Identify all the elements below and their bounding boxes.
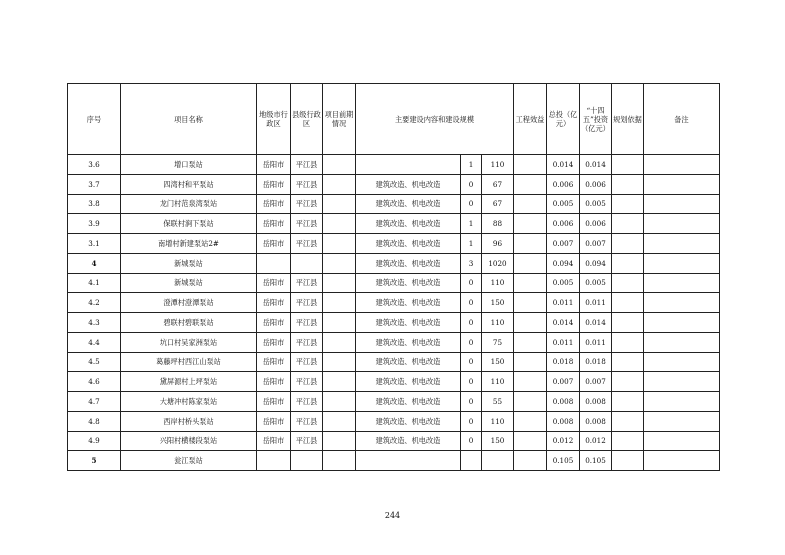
table-row — [68, 332, 720, 352]
cell-remark — [644, 214, 720, 234]
header-content: 主要建设内容和建设规模 — [356, 84, 514, 155]
cell-county: 平江县 — [291, 352, 323, 372]
cell-name: 黛屏源村上坪泵站 — [121, 372, 257, 392]
cell-basis — [612, 352, 644, 372]
header-basis: 规划依据 — [612, 84, 644, 155]
cell-basis — [612, 451, 644, 471]
cell-basis — [612, 411, 644, 431]
cell-name: 澄潭村澄潭泵站 — [121, 293, 257, 313]
cell-basis — [612, 214, 644, 234]
cell-content: 建筑改造、机电改造 — [356, 273, 461, 293]
cell-total: 0.006 — [547, 214, 580, 234]
cell-remark — [644, 372, 720, 392]
cell-benefit — [514, 352, 547, 372]
cell-seq: 4.6 — [68, 372, 121, 392]
cell-plan: 0.094 — [580, 253, 612, 273]
cell-name: 南增村新建泵站2# — [121, 234, 257, 254]
cell-benefit — [514, 214, 547, 234]
table-body — [68, 155, 720, 471]
cell-pre — [323, 332, 356, 352]
cell-total: 0.011 — [547, 332, 580, 352]
cell-pre — [323, 253, 356, 273]
cell-n: 1 — [461, 214, 482, 234]
cell-total: 0.005 — [547, 194, 580, 214]
cell-plan: 0.014 — [580, 155, 612, 175]
cell-county — [291, 253, 323, 273]
cell-plan: 0.008 — [580, 411, 612, 431]
header-county: 县级行政区 — [291, 84, 323, 155]
cell-city: 岳阳市 — [257, 214, 291, 234]
cell-remark — [644, 332, 720, 352]
cell-basis — [612, 372, 644, 392]
cell-q: 110 — [482, 313, 514, 333]
cell-content: 建筑改造、机电改造 — [356, 411, 461, 431]
cell-seq: 3.1 — [68, 234, 121, 254]
cell-seq: 5 — [68, 451, 121, 471]
cell-city: 岳阳市 — [257, 155, 291, 175]
cell-remark — [644, 253, 720, 273]
page-number: 244 — [384, 511, 401, 520]
cell-seq: 4.4 — [68, 332, 121, 352]
cell-pre — [323, 273, 356, 293]
cell-plan: 0.007 — [580, 234, 612, 254]
cell-plan: 0.014 — [580, 313, 612, 333]
cell-content: 建筑改造、机电改造 — [356, 253, 461, 273]
cell-name: 保联村涧下泵站 — [121, 214, 257, 234]
table-row — [68, 411, 720, 431]
cell-content — [356, 451, 461, 471]
cell-county: 平江县 — [291, 372, 323, 392]
project-table — [67, 83, 720, 471]
cell-basis — [612, 313, 644, 333]
cell-seq: 4.5 — [68, 352, 121, 372]
table-row — [68, 273, 720, 293]
cell-county: 平江县 — [291, 194, 323, 214]
cell-n — [461, 451, 482, 471]
table-row — [68, 392, 720, 412]
cell-remark — [644, 392, 720, 412]
header-name: 项目名称 — [121, 84, 257, 155]
header-city: 地级市行政区 — [257, 84, 291, 155]
cell-benefit — [514, 313, 547, 333]
cell-pre — [323, 194, 356, 214]
cell-seq: 4.9 — [68, 431, 121, 451]
cell-content: 建筑改造、机电改造 — [356, 313, 461, 333]
table-row — [68, 214, 720, 234]
cell-county: 平江县 — [291, 332, 323, 352]
cell-n: 0 — [461, 431, 482, 451]
cell-plan: 0.011 — [580, 293, 612, 313]
cell-pre — [323, 234, 356, 254]
cell-pre — [323, 411, 356, 431]
cell-benefit — [514, 431, 547, 451]
cell-city: 岳阳市 — [257, 431, 291, 451]
table-row — [68, 253, 720, 273]
cell-county: 平江县 — [291, 234, 323, 254]
cell-remark — [644, 352, 720, 372]
cell-plan: 0.105 — [580, 451, 612, 471]
cell-pre — [323, 392, 356, 412]
cell-q: 96 — [482, 234, 514, 254]
cell-county: 平江县 — [291, 155, 323, 175]
table-row — [68, 234, 720, 254]
cell-total: 0.011 — [547, 293, 580, 313]
cell-n: 0 — [461, 313, 482, 333]
cell-city: 岳阳市 — [257, 411, 291, 431]
cell-remark — [644, 155, 720, 175]
cell-pre — [323, 451, 356, 471]
cell-q: 150 — [482, 293, 514, 313]
table-row — [68, 352, 720, 372]
cell-n: 0 — [461, 372, 482, 392]
cell-q: 110 — [482, 273, 514, 293]
cell-benefit — [514, 234, 547, 254]
cell-n: 0 — [461, 332, 482, 352]
cell-city — [257, 451, 291, 471]
cell-content: 建筑改造、机电改造 — [356, 293, 461, 313]
cell-remark — [644, 313, 720, 333]
cell-plan: 0.005 — [580, 194, 612, 214]
cell-total: 0.012 — [547, 431, 580, 451]
cell-q: 110 — [482, 372, 514, 392]
table-row — [68, 293, 720, 313]
cell-county: 平江县 — [291, 313, 323, 333]
table-row — [68, 174, 720, 194]
cell-basis — [612, 273, 644, 293]
cell-total: 0.006 — [547, 174, 580, 194]
cell-remark — [644, 451, 720, 471]
cell-content — [356, 155, 461, 175]
table-row — [68, 451, 720, 471]
cell-content: 建筑改造、机电改造 — [356, 431, 461, 451]
cell-name: 龙门村范泉湾泵站 — [121, 194, 257, 214]
cell-city: 岳阳市 — [257, 372, 291, 392]
cell-seq: 3.6 — [68, 155, 121, 175]
cell-city: 岳阳市 — [257, 194, 291, 214]
cell-total: 0.018 — [547, 352, 580, 372]
header-row — [68, 84, 720, 155]
cell-n: 0 — [461, 174, 482, 194]
cell-county: 平江县 — [291, 174, 323, 194]
cell-city: 岳阳市 — [257, 234, 291, 254]
cell-n: 3 — [461, 253, 482, 273]
cell-content: 建筑改造、机电改造 — [356, 372, 461, 392]
cell-city: 岳阳市 — [257, 332, 291, 352]
cell-seq: 4.2 — [68, 293, 121, 313]
cell-basis — [612, 392, 644, 412]
cell-remark — [644, 431, 720, 451]
cell-name: 西岸村桥头泵站 — [121, 411, 257, 431]
cell-benefit — [514, 451, 547, 471]
cell-name: 增口泵站 — [121, 155, 257, 175]
cell-seq: 4 — [68, 253, 121, 273]
cell-name: 新城泵站 — [121, 253, 257, 273]
cell-n: 0 — [461, 273, 482, 293]
table-row — [68, 431, 720, 451]
cell-pre — [323, 372, 356, 392]
cell-total: 0.008 — [547, 392, 580, 412]
cell-plan: 0.006 — [580, 214, 612, 234]
cell-total: 0.105 — [547, 451, 580, 471]
cell-content: 建筑改造、机电改造 — [356, 194, 461, 214]
cell-n: 0 — [461, 194, 482, 214]
cell-basis — [612, 174, 644, 194]
cell-seq: 3.9 — [68, 214, 121, 234]
cell-pre — [323, 293, 356, 313]
cell-content: 建筑改造、机电改造 — [356, 234, 461, 254]
cell-name: 碧联村碧联泵站 — [121, 313, 257, 333]
cell-content: 建筑改造、机电改造 — [356, 214, 461, 234]
cell-basis — [612, 332, 644, 352]
cell-benefit — [514, 293, 547, 313]
cell-benefit — [514, 174, 547, 194]
header-remark: 备注 — [644, 84, 720, 155]
cell-county: 平江县 — [291, 392, 323, 412]
cell-seq: 4.1 — [68, 273, 121, 293]
cell-basis — [612, 293, 644, 313]
cell-total: 0.007 — [547, 234, 580, 254]
cell-county: 平江县 — [291, 411, 323, 431]
header-seq: 序号 — [68, 84, 121, 155]
cell-benefit — [514, 194, 547, 214]
cell-county: 平江县 — [291, 293, 323, 313]
cell-name: 兴阳村横楼段泵站 — [121, 431, 257, 451]
cell-benefit — [514, 273, 547, 293]
cell-q: 150 — [482, 352, 514, 372]
cell-q: 150 — [482, 431, 514, 451]
cell-seq: 4.7 — [68, 392, 121, 412]
header-benefit: 工程效益 — [514, 84, 547, 155]
cell-county — [291, 451, 323, 471]
cell-total: 0.008 — [547, 411, 580, 431]
cell-name: 大塘冲村陈家泵站 — [121, 392, 257, 412]
cell-n: 1 — [461, 155, 482, 175]
cell-pre — [323, 431, 356, 451]
cell-remark — [644, 234, 720, 254]
cell-plan: 0.011 — [580, 332, 612, 352]
cell-basis — [612, 431, 644, 451]
cell-q: 88 — [482, 214, 514, 234]
cell-q: 67 — [482, 174, 514, 194]
header-plan: “十四五”投资（亿元） — [580, 84, 612, 155]
cell-basis — [612, 253, 644, 273]
cell-benefit — [514, 372, 547, 392]
cell-benefit — [514, 392, 547, 412]
cell-seq: 4.3 — [68, 313, 121, 333]
cell-name: 瓮江泵站 — [121, 451, 257, 471]
cell-n: 0 — [461, 352, 482, 372]
cell-total: 0.014 — [547, 313, 580, 333]
cell-city: 岳阳市 — [257, 352, 291, 372]
cell-content: 建筑改造、机电改造 — [356, 392, 461, 412]
cell-basis — [612, 194, 644, 214]
cell-n: 0 — [461, 392, 482, 412]
cell-remark — [644, 174, 720, 194]
cell-benefit — [514, 332, 547, 352]
cell-county: 平江县 — [291, 431, 323, 451]
cell-q: 110 — [482, 411, 514, 431]
cell-pre — [323, 214, 356, 234]
cell-city: 岳阳市 — [257, 313, 291, 333]
table-row — [68, 194, 720, 214]
cell-total: 0.005 — [547, 273, 580, 293]
cell-seq: 3.7 — [68, 174, 121, 194]
cell-plan: 0.005 — [580, 273, 612, 293]
cell-plan: 0.008 — [580, 392, 612, 412]
cell-city — [257, 253, 291, 273]
table-row — [68, 155, 720, 175]
cell-remark — [644, 411, 720, 431]
cell-n: 0 — [461, 411, 482, 431]
cell-pre — [323, 352, 356, 372]
cell-content: 建筑改造、机电改造 — [356, 352, 461, 372]
cell-seq: 3.8 — [68, 194, 121, 214]
cell-city: 岳阳市 — [257, 174, 291, 194]
cell-basis — [612, 234, 644, 254]
cell-seq: 4.8 — [68, 411, 121, 431]
cell-plan: 0.012 — [580, 431, 612, 451]
cell-total: 0.094 — [547, 253, 580, 273]
cell-city: 岳阳市 — [257, 392, 291, 412]
cell-q — [482, 451, 514, 471]
cell-pre — [323, 174, 356, 194]
cell-city: 岳阳市 — [257, 273, 291, 293]
cell-name: 新城泵站 — [121, 273, 257, 293]
cell-name: 四湾村和平泵站 — [121, 174, 257, 194]
cell-benefit — [514, 253, 547, 273]
cell-q: 67 — [482, 194, 514, 214]
cell-n: 0 — [461, 293, 482, 313]
cell-total: 0.014 — [547, 155, 580, 175]
cell-basis — [612, 155, 644, 175]
cell-pre — [323, 313, 356, 333]
cell-remark — [644, 194, 720, 214]
cell-county: 平江县 — [291, 214, 323, 234]
cell-n: 1 — [461, 234, 482, 254]
cell-q: 75 — [482, 332, 514, 352]
cell-q: 1020 — [482, 253, 514, 273]
cell-plan: 0.007 — [580, 372, 612, 392]
cell-plan: 0.006 — [580, 174, 612, 194]
cell-q: 110 — [482, 155, 514, 175]
table-row — [68, 372, 720, 392]
cell-content: 建筑改造、机电改造 — [356, 332, 461, 352]
cell-pre — [323, 155, 356, 175]
header-pre: 项目前期情况 — [323, 84, 356, 155]
cell-county: 平江县 — [291, 273, 323, 293]
cell-benefit — [514, 155, 547, 175]
header-total: 总投（亿元） — [547, 84, 580, 155]
table-row — [68, 313, 720, 333]
cell-q: 55 — [482, 392, 514, 412]
cell-remark — [644, 293, 720, 313]
cell-name: 葛藤坪村西江山泵站 — [121, 352, 257, 372]
cell-total: 0.007 — [547, 372, 580, 392]
cell-city: 岳阳市 — [257, 293, 291, 313]
cell-plan: 0.018 — [580, 352, 612, 372]
cell-name: 坑口村吴家洲泵站 — [121, 332, 257, 352]
cell-remark — [644, 273, 720, 293]
cell-content: 建筑改造、机电改造 — [356, 174, 461, 194]
cell-benefit — [514, 411, 547, 431]
